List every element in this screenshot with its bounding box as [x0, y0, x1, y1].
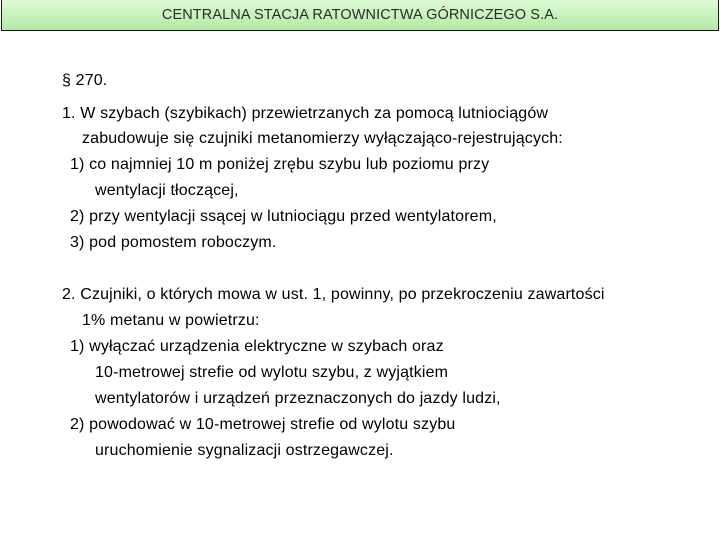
paragraph-2-lead: 2. Czujniki, o których mowa w ust. 1, powinny, po przekroczeniu zawartości: [62, 286, 605, 303]
header-title: CENTRALNA STACJA RATOWNICTWA GÓRNICZEGO S.A.: [161, 7, 559, 23]
paragraph-1-item-1-cont: wentylacji tłoczącej,: [95, 182, 239, 199]
paragraph-2-lead-cont: 1% metanu w powietrzu:: [82, 312, 260, 329]
paragraph-1-item-3: 3) pod pomostem roboczym.: [70, 234, 277, 251]
paragraph-2-item-2: 2) powodować w 10-metrowej strefie od wylotu szybu: [70, 416, 456, 433]
paragraph-2-item-1-cont-b: wentylatorów i urządzeń przeznaczonych do jazdy ludzi,: [95, 390, 501, 407]
paragraph-2-item-2-cont: uruchomienie sygnalizacji ostrzegawczej.: [95, 442, 394, 459]
paragraph-1-lead-cont: zabudowuje się czujniki metanomierzy wyłączająco-rejestrujących:: [82, 130, 563, 147]
paragraph-2-item-1-cont-a: 10-metrowej strefie od wylotu szybu, z wyjątkiem: [95, 364, 449, 381]
paragraph-2-item-1: 1) wyłączać urządzenia elektryczne w szybach oraz: [70, 338, 444, 355]
section-number: § 270.: [62, 72, 108, 89]
paragraph-1-lead: 1. W szybach (szybikach) przewietrzanych za pomocą lutniociągów: [62, 105, 549, 122]
paragraph-1-item-2: 2) przy wentylacji ssącej w lutniociągu przed wentylatorem,: [70, 208, 497, 225]
paragraph-1-item-1: 1) co najmniej 10 m poniżej zrębu szybu lub poziomu przy: [70, 156, 490, 173]
